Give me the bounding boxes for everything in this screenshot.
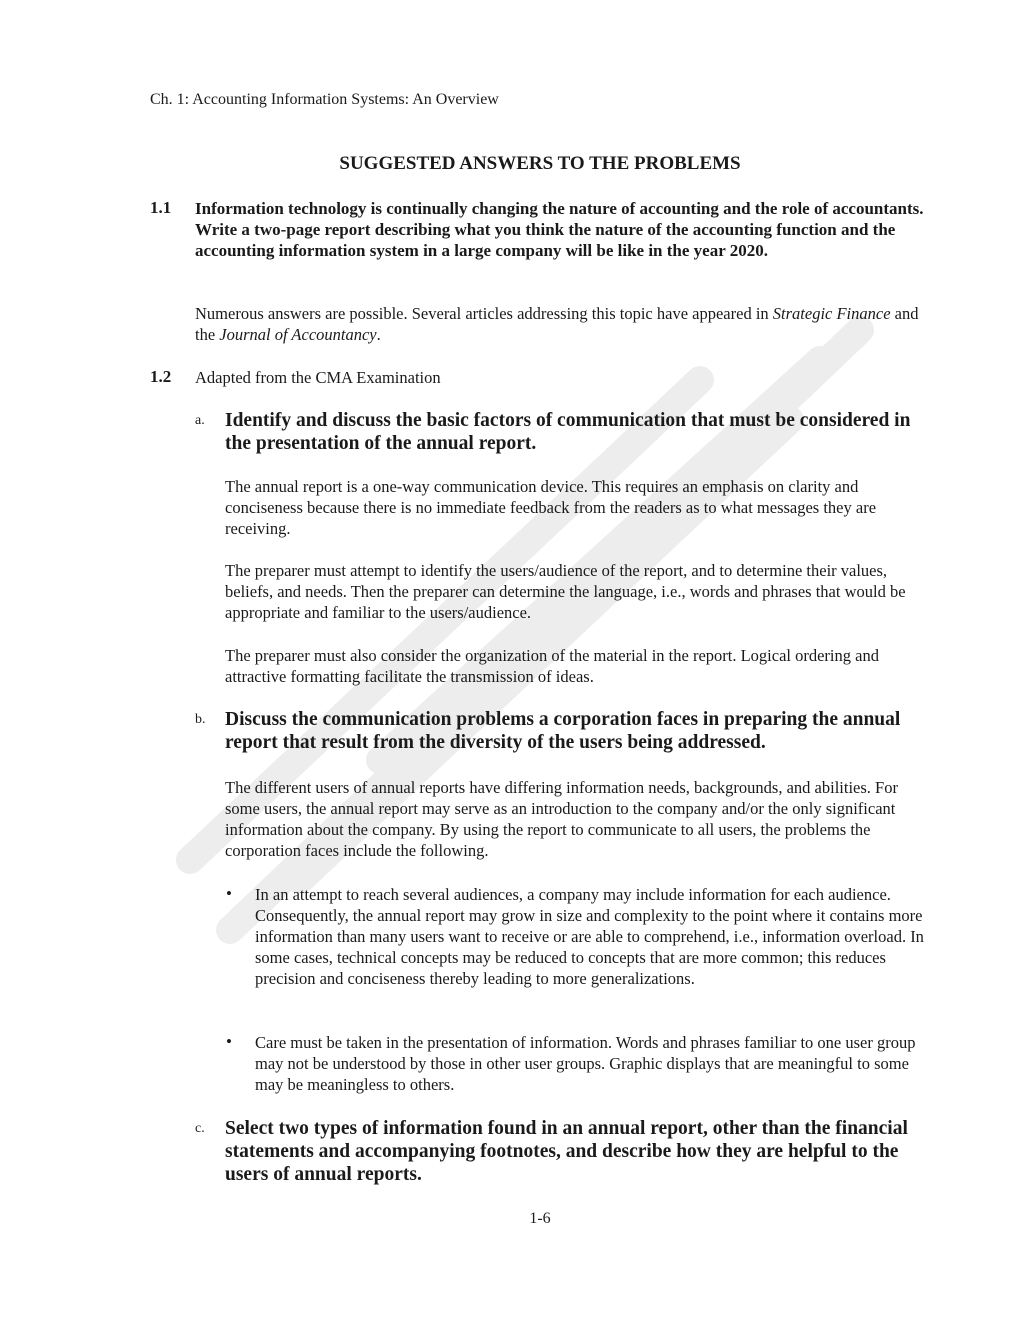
part-b-bullet-2: Care must be taken in the presentation of information. Words and phrases familiar to one user group may not be understood by those in other user groups. Graphic displays that are meaningful to some may be meaningless to others. [255, 1033, 916, 1094]
part-b-paragraph: The different users of annual reports have differing information needs, backgrounds, and abilities. For some users, the annual report may serve as an introduction to the company and/or the only significant information about the company. By using the report to communicate to all users, the problems the corporation faces include the following. [225, 778, 898, 860]
part-a-question: Identify and discuss the basic factors of communication that must be considered in the presentation of the annual report. [225, 410, 911, 454]
part-c-marker: c. [195, 1121, 205, 1136]
problem-1-1-question: Information technology is continually changing the nature of accounting and the role of accountants. Write a two-page report describing what you think the nature of the accounting function and the accounting information system in a large company will be like in the year 2020. [195, 199, 924, 260]
part-b-marker: b. [195, 712, 206, 727]
part-b-bullet-1: In an attempt to reach several audiences, a company may include information for each audience. Consequently, the annual report may grow in size and complexity to the point where it contains more information than many users want to receive or are able to comprehend, i.e., information overload. In some cases, technical concepts may be reduced to concepts that are more common; this reduces precision and conciseness thereby leading to more generalizations. [255, 885, 924, 988]
problem-number-1-2: 1.2 [150, 367, 172, 386]
page-title: SUGGESTED ANSWERS TO THE PROBLEMS [339, 153, 741, 174]
part-b-question: Discuss the communication problems a corporation faces in preparing the annual report that result from the diversity of the users being addressed. [225, 709, 901, 753]
part-a-paragraph-1: The annual report is a one-way communication device. This requires an emphasis on clarity and conciseness because there is no immediate feedback from the readers as to what messages they are receiving. [225, 477, 877, 538]
running-head: Ch. 1: Accounting Information Systems: An Overview [150, 91, 499, 108]
answer-text-end: . [376, 325, 381, 344]
bullet-icon: • [226, 884, 232, 903]
bullet-icon: • [226, 1032, 232, 1051]
part-a-marker: a. [195, 413, 205, 428]
problem-1-1-answer [195, 303, 930, 345]
problem-number-1-1: 1.1 [150, 198, 172, 217]
part-a-paragraph-2: The preparer must attempt to identify the users/audience of the report, and to determine their values, beliefs, and needs. Then the preparer can determine the language, i.e., words and phrases that would be appropriate and familiar to the users/audience. [225, 561, 906, 622]
answer-text-start: Numerous answers are possible. Several articles addressing this topic have appeared in [195, 304, 773, 323]
answer-text-middle: and the [195, 304, 919, 344]
journal-strategic-finance: Strategic Finance [772, 304, 891, 323]
part-a-paragraph-3: The preparer must also consider the organization of the material in the report. Logical ordering and attractive formatting facilitate the transmission of ideas. [225, 646, 879, 686]
journal-of-accountancy: Journal of Accountancy [219, 325, 377, 344]
part-c-question: Select two types of information found in an annual report, other than the financial statements and accompanying footnotes, and describe how they are helpful to the users of annual reports. [225, 1118, 908, 1185]
problem-1-2-source: Adapted from the CMA Examination [195, 368, 441, 387]
page-number: 1-6 [529, 1210, 551, 1227]
